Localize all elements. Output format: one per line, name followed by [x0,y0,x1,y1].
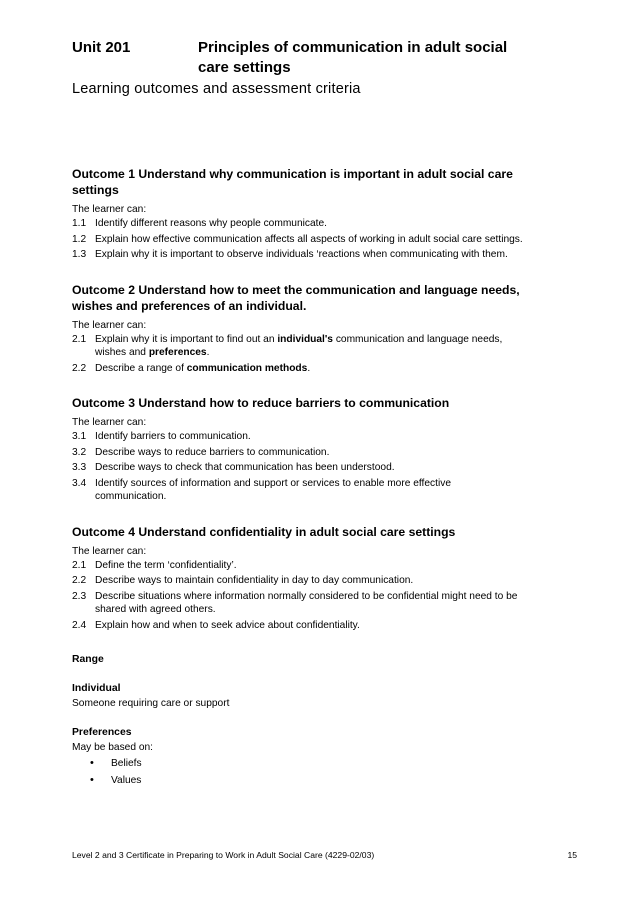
criterion-text [95,362,577,376]
footer-text: Level 2 and 3 Certificate in Preparing to Work in Adult Social Care (4229-02/03) [72,850,375,860]
learner-intro: The learner can: [72,545,147,557]
criterion-text [95,590,577,617]
criterion-number: 3.2 [72,446,87,458]
criterion-text-part: Describe a range of [95,362,187,374]
outcome-heading-line2: wishes and preferences of an individual. [72,298,307,313]
unit-row [72,38,592,78]
criterion-text: Explain why it is important to observe individuals ‘reactions when communicating with them. [95,249,508,260]
criterion-number: 2.3 [72,590,87,602]
criterion-text: Identify barriers to communication. [95,431,251,442]
learner-intro: The learner can: [72,319,147,331]
outcome-heading [72,282,577,314]
page-number: 15 [567,850,577,860]
criterion-number: 1.1 [72,218,87,229]
criterion-text-line1: Identify sources of information and support or services to enable more effective [95,477,451,489]
criterion-text: Explain how and when to seek advice about confidentiality. [95,619,360,631]
criterion-4-3 [72,590,577,617]
criterion-2-2 [72,362,577,376]
criterion-4-1 [72,559,577,573]
outcome-heading-line2: settings [72,183,119,197]
criterion-1-3 [72,248,577,262]
range-heading: Range [72,654,104,665]
unit-title [198,38,578,78]
criterion-number: 2.1 [72,333,87,345]
learner-intro: The learner can: [72,204,147,215]
preferences-intro: May be based on: [72,742,153,753]
criterion-number: 2.1 [72,559,87,571]
criterion-1-1 [72,217,577,231]
outcome-heading [72,166,577,198]
criterion-text: Explain how effective communication affects all aspects of working in adult social care settings. [95,233,523,245]
defined-term: preferences [148,347,207,358]
criterion-number: 1.2 [72,233,87,245]
outcome-heading [72,395,577,411]
bullet-icon: • [90,757,94,769]
page-footer [72,850,577,860]
learner-intro: The learner can: [72,417,147,428]
preferences-term: Preferences [72,727,132,738]
criterion-2-1 [72,333,577,360]
bullet-text: Beliefs [111,758,142,769]
outcome-heading-line1: Outcome 1 Understand why communication is important in adult social care [72,167,513,181]
criterion-number: 2.4 [72,619,87,631]
criterion-3-3 [72,461,577,475]
outcomes-content [72,166,577,789]
bullet-icon: • [90,774,94,786]
defined-term: communication methods [186,362,308,374]
criterion-number: 2.2 [72,362,87,374]
individual-definition: Someone requiring care or support [72,698,230,709]
criterion-4-2 [72,574,577,588]
criterion-number: 3.1 [72,431,87,442]
criterion-3-4 [72,477,577,504]
defined-term: individual's [277,333,333,345]
criterion-3-2 [72,446,577,460]
criterion-text-part: wishes and [95,347,149,358]
unit-number: Unit 201 [72,39,131,56]
outcome-heading [72,524,577,540]
criterion-text: Describe ways to check that communication has been understood. [95,462,395,473]
criterion-text-line1: Describe situations where information normally considered to be confidential might need to be [95,590,518,602]
outcome-3 [72,395,577,504]
range-section [72,652,577,789]
criterion-3-1 [72,430,577,444]
unit-title-line2: care settings [198,59,291,76]
criterion-text-part: . [307,362,311,374]
criterion-text: Describe ways to maintain confidentiality in day to day communication. [95,575,414,586]
criterion-number: 3.3 [72,462,87,473]
outcome-1 [72,166,577,262]
outcome-2 [72,282,577,376]
unit-header [72,38,592,78]
unit-title-line1: Principles of communication in adult social [198,39,508,56]
criterion-text: Define the term ‘confidentiality’. [95,559,237,571]
outcome-heading-line1: Outcome 2 Understand how to meet the communication and language needs, [72,282,520,297]
criterion-text: Identify different reasons why people communicate. [95,218,327,229]
individual-term: Individual [72,683,121,694]
criterion-number: 2.2 [72,575,87,586]
criterion-text-part: communication and language needs, [332,333,503,345]
bullet-text: Values [111,775,142,786]
criterion-1-2 [72,233,577,247]
outcome-4 [72,524,577,633]
criterion-4-4 [72,619,577,633]
criterion-text-part: . [206,347,210,358]
criterion-text-line2: communication. [95,491,167,502]
criterion-text [95,333,577,360]
criterion-number: 3.4 [72,477,87,489]
criterion-text [95,477,577,504]
criterion-text: Describe ways to reduce barriers to communication. [95,446,330,458]
outcome-heading-line1: Outcome 4 Understand confidentiality in adult social care settings [72,524,456,539]
criterion-number: 1.3 [72,249,87,260]
page-subtitle: Learning outcomes and assessment criteria [72,81,361,97]
criterion-text-part: Explain why it is important to find out an [95,333,278,345]
criterion-text-line2: shared with agreed others. [95,604,216,615]
bullet-item-values [72,772,577,789]
outcome-heading-line1: Outcome 3 Understand how to reduce barriers to communication [72,396,450,410]
bullet-item-beliefs [72,755,577,772]
